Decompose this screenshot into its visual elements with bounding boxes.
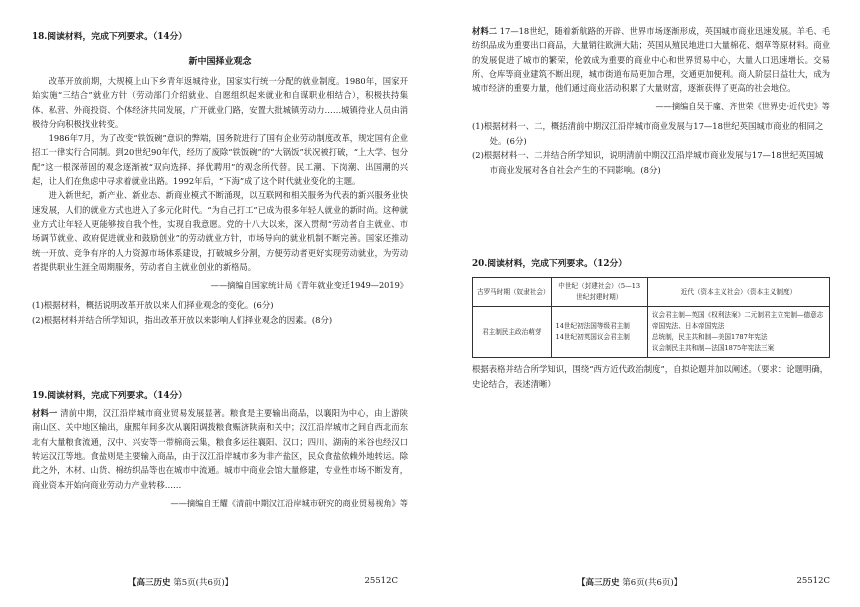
material-1-text: 清前中期，汉江沿岸城市商业贸易发展显著。粮食是主要输出商品，以襄阳为中心，由上游陕南山区、关中地区输出，康熙年间多次从襄阳调拨粮食赈济陕南和关中；汉江沿岸城市之间自西北而东北有大量粮食流通，汉中、兴安等一带棉商云集，粮食多运往襄阳、汉口；四川、湖南的米谷也经汉口转运汉江等地。食盐则是主要输入商品，由于汉江沿岸城市多为非产盐区，民众食盐依赖外地转运。除此之外，木材、山货、棉纺织品等也在城市中流通。城市中商业会馆大量修建，专业性市场不断发育，商业资本开始向商业劳动力产业转移…… bbox=[32, 408, 408, 490]
question-20-header: 20.阅读材料，完成下列要求。（12分） bbox=[472, 259, 628, 270]
table-cell-line: 议会君主制—英国《权利法案》二元制君主立宪制—德意志帝国宪法、日本帝国宪法 bbox=[651, 311, 824, 331]
table-header-cell: 近代（资本主义社会）（资本主义制度） bbox=[647, 278, 829, 307]
material-title: 新中国择业观念 bbox=[188, 57, 252, 67]
material-1 bbox=[32, 406, 408, 492]
table-header-cell: 古罗马时期（奴隶社会） bbox=[473, 278, 552, 307]
table-cell-middle bbox=[551, 307, 647, 358]
footer-page: 第6页(共6页)】 bbox=[622, 578, 683, 588]
question-19-header: 19.阅读材料，完成下列要求。（14分） bbox=[32, 391, 188, 402]
question-18-header: 18.阅读材料，完成下列要求。（14分） bbox=[32, 32, 188, 42]
source-citation: ——摘编自国家统计局《青年就业变迁1949—2019》 bbox=[210, 280, 408, 291]
table-row bbox=[473, 307, 830, 358]
paragraph-3: 进入新世纪，新产业、新业态、新商业模式不断涌现，以互联网和相关服务为代表的新兴服务业快速发展，人们的就业方式也进入了多元化时代。“为自己打工”已成为很多年轻人就业的新时尚。这种就业方式让年轻人更能够按自我个性，实现自我意愿。党的十八大以来，深入贯彻“劳动者自主就业、市场调节就业、政府促进就业和鼓励创业”的劳动就业方针，市场导向的就业机制不断完善。国家还推动统一开放、竞争有序的人力资源市场体系建设，打破城乡分割，方便劳动者更好实现劳动就业，为劳动者提供职业生涯全周期服务，劳动者自主就业创业的新格局。 bbox=[32, 190, 408, 272]
source-citation: ——摘编自王耀《清前中期汉江沿岸城市研究的商业贸易视角》等 bbox=[170, 497, 408, 508]
table-cell-line: 14世纪初法国等级君主制 bbox=[555, 322, 630, 331]
material-2-text: 17—18世纪，随着新航路的开辟、世界市场逐渐形成，英国城市商业迅速发展。羊毛、毛纺织品成为重要出口商品，大量销往欧洲大陆；英国从殖民地进口大量棉花、烟草等原材料。商业的发展促进了城市的繁荣，伦敦成为重要的商业中心和世界贸易中心，大量人口迅速增长。交易所、仓库等商业建筑不断出现，城市街道布局更加合理，交通更加便利。商人阶层日益壮大，成为城市经济的重要力量，他们通过商业活动积累了大量财富，逐渐获得了更高的社会地位。 bbox=[472, 26, 830, 94]
paragraph-2: 1986年7月，为了改变“铁饭碗”意识的弊端，国务院进行了国有企业劳动制度改革，规定国有企业招工一律实行合同制。到20世纪90年代，经历了废除“铁饭碗”的“大锅饭”状况被打破，“上大学、包分配”这一根深蒂固的观念逐渐被“双向选择、择优聘用”的观念所代替。民工潮、下岗潮、出国潮的兴起，让人们在焦虑中寻求着就业出路。1992年后，“下海”成了这个时代就业变化的主题。 bbox=[32, 133, 408, 187]
requirement-1: (1)根据材料，概括说明改革开放以来人们择业观念的变化。(6分) bbox=[32, 300, 274, 311]
table-header-cell: 中世纪（封建社会）（5—13世纪封建时期） bbox=[551, 278, 647, 307]
footer-subject: 【高三历史 bbox=[128, 578, 171, 588]
table-header-row bbox=[473, 278, 830, 307]
paragraph-1: 改革开放前期，大规模上山下乡青年返城待业，国家实行统一分配的就业制度。1980年，国家开始实施“三结合”就业方针（劳动部门介绍就业、自愿组织起来就业和自谋职业相结合），积极扶持集体、私营、外商投资、个体经济共同发展，广开就业门路，安置大批城镇劳动力……城镇待业人员由消极待分向积极找业转变。 bbox=[32, 76, 408, 129]
requirement-2: (2)根据材料一、二并结合所学知识，说明清前中期汉江沿岸城市商业发展与17—18世纪英国城市商业发展对各自社会产生的不同影响。(8分) bbox=[472, 150, 824, 175]
table-cell-right bbox=[647, 307, 829, 358]
paper-code: 25512C bbox=[364, 576, 398, 586]
footer-subject: 【高三历史 bbox=[577, 578, 620, 588]
footer-page: 第5页(共6页)】 bbox=[173, 578, 234, 588]
right-page bbox=[430, 0, 860, 607]
question-20-prompt: 根据表格并结合所学知识，围绕“西方近代政治制度”，自拟论题并加以阐述。（要求：论题明确，史论结合，表述清晰） bbox=[472, 364, 829, 389]
table-row-label: 君主制民主政治萌芽 bbox=[473, 307, 552, 358]
material-2-label: 材料二 bbox=[472, 26, 498, 36]
page-footer bbox=[430, 576, 860, 588]
material-1-label: 材料一 bbox=[32, 408, 58, 419]
history-table bbox=[472, 277, 830, 358]
page-footer bbox=[0, 576, 430, 588]
requirement-1: (1)根据材料一、二，概括清前中期汉江沿岸城市商业发展与17—18世纪英国城市商业的相同之处。(6分) bbox=[472, 121, 824, 146]
table-cell-line: 议会制民主共和制—法国1875年宪法三案 bbox=[651, 344, 775, 353]
source-citation: ——摘编自吴于廑、齐世荣《世界史·近代史》等 bbox=[655, 101, 830, 112]
paper-code: 25512C bbox=[796, 576, 830, 586]
material-2 bbox=[472, 24, 830, 95]
requirement-2: (2)根据材料并结合所学知识，指出改革开放以来影响人们择业观念的因素。(8分) bbox=[32, 314, 333, 325]
table-cell-line: 14世纪初英国议会君主制 bbox=[555, 333, 630, 342]
table-cell-line: 总统制，民主共和制—美国1787年宪法 bbox=[651, 333, 768, 342]
